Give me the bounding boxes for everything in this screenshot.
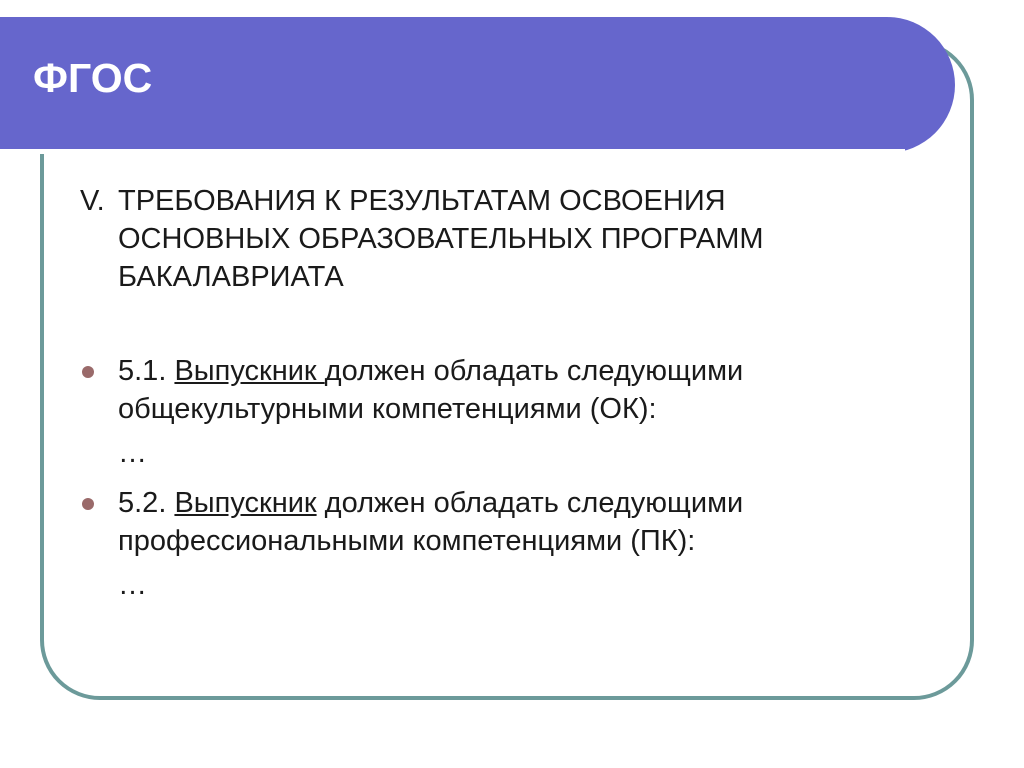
slide-title: ФГОС (33, 55, 153, 101)
bullet-item-ok (80, 352, 880, 472)
slide-content (80, 182, 880, 604)
section-number: V. (80, 185, 105, 217)
bullet-subject: Выпускник (174, 355, 325, 387)
bullet-prefix: 5.2. (118, 487, 175, 519)
bullet-text: должен обладать следующими профессиональными компетенциями (ПК): (118, 487, 744, 557)
bullet-text: должен обладать следующими общекультурными компетенциями (ОК): (118, 355, 744, 425)
title-underline (0, 149, 905, 154)
section-heading (80, 182, 880, 296)
bullet-dot-icon (82, 498, 94, 510)
bullet-subject: Выпускник (174, 487, 317, 519)
bullet-list (80, 352, 880, 604)
bullet-ellipsis: … (118, 569, 147, 601)
bullet-prefix: 5.1. (118, 355, 175, 387)
bullet-item-pk (80, 484, 880, 604)
bullet-ellipsis: … (118, 437, 147, 469)
bullet-dot-icon (82, 366, 94, 378)
section-text: ТРЕБОВАНИЯ К РЕЗУЛЬТАТАМ ОСВОЕНИЯ ОСНОВНЫХ ОБРАЗОВАТЕЛЬНЫХ ПРОГРАММ БАКАЛАВРИАТА (118, 185, 764, 293)
